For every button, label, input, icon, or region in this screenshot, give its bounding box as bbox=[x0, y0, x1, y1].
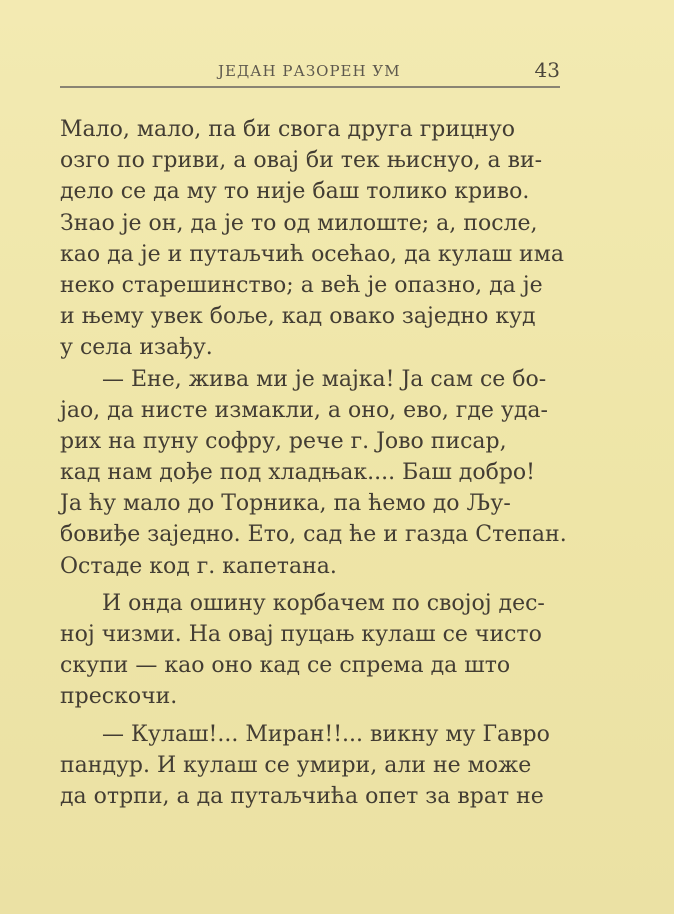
body-text bbox=[60, 114, 566, 812]
text-line: ној чизми. На овај пуцањ кулаш се чисто bbox=[60, 622, 542, 647]
text-line: рих на пуну софру, рече г. Јово писар, bbox=[60, 428, 507, 454]
text-line: у села изађу. bbox=[60, 335, 213, 361]
text-line: — Кулаш!... Миран!!... викну му Гавро bbox=[102, 721, 550, 747]
text-line: Ја ћу мало до Торника, па ћемо до Љу- bbox=[60, 491, 511, 517]
text-line: као да је и путаљчић осећао, да кулаш има bbox=[60, 241, 564, 267]
running-title: ЈЕДАН РАЗОРЕН УМ bbox=[218, 62, 401, 80]
text-line: јао, да нисте измакли, а оно, ево, где уда- bbox=[60, 397, 548, 423]
text-line: скупи — као оно кад се спрема да што bbox=[60, 653, 511, 679]
page-number: 43 bbox=[534, 58, 560, 82]
text-line: бовиђе заједно. Ето, сад ће и газда Степан. bbox=[60, 522, 567, 548]
text-line: — Ене, жива ми је мајка! Ја сам се бо- bbox=[102, 366, 547, 392]
text-line: Знао је он, да је то од милоште; а, после, bbox=[60, 210, 538, 236]
text-line: пандур. И кулаш се умири, али не може bbox=[60, 752, 532, 778]
text-line: кад нам дође под хладњак.... Баш добро! bbox=[60, 460, 535, 486]
text-line: Мало, мало, па би свога друга грицнуо bbox=[60, 117, 516, 142]
text-line: Остаде код г. капетана. bbox=[60, 553, 337, 579]
text-line: озго по гриви, а овај би тек њиснуо, а ви- bbox=[60, 148, 543, 174]
text-line: неко старешинство; а већ је опазно, да је bbox=[60, 272, 543, 298]
running-head bbox=[60, 58, 560, 88]
text-line: И онда ошину корбачем по својој дес- bbox=[102, 590, 545, 616]
text-line: прескочи. bbox=[60, 684, 178, 710]
text-line: дело се да му то није баш толико криво. bbox=[60, 179, 530, 205]
text-line: и њему увек боље, кад овако заједно куд bbox=[60, 304, 536, 330]
text-line: да отрпи, а да путаљчића опет за врат не bbox=[60, 783, 544, 809]
